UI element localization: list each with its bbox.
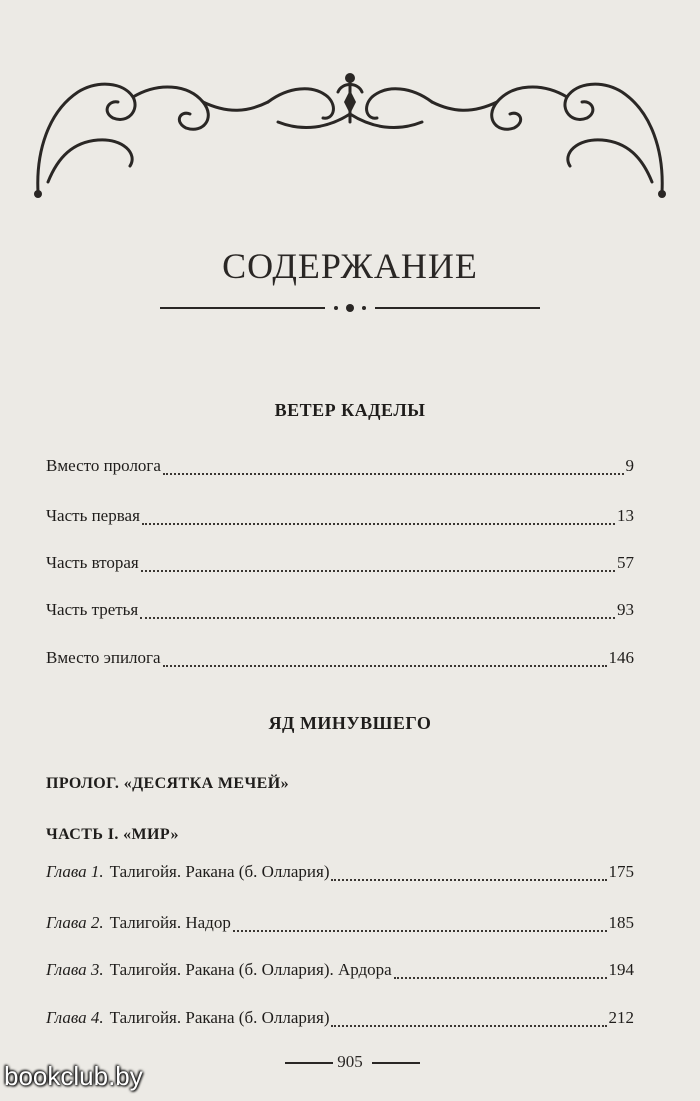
toc-entry-page: 57 [617,553,634,572]
watermark: bookclub.by [4,1061,143,1091]
title-divider [160,300,540,316]
toc-entry-page: 13 [617,506,634,525]
section-title-2: ЯД МИНУВШЕГО [268,713,432,733]
toc-chapter-entry[interactable] [46,960,634,984]
dot-leader [163,472,624,475]
dot-leader [331,1024,606,1027]
dot-leader [331,878,606,881]
chapter-title: Талигойя. Ракана (б. Оллария) [109,1008,330,1027]
dot-leader [141,569,615,572]
toc-chapter-entry[interactable] [46,913,634,937]
page-title: СОДЕРЖАНИЕ [222,246,478,286]
toc-entry[interactable] [46,456,634,480]
toc-entry[interactable] [46,506,634,530]
chapter-number: Глава 1. [46,862,104,881]
toc-entry[interactable] [46,553,634,577]
dot-leader [394,976,607,979]
toc-entry-label: Часть первая [46,506,140,525]
chapter-number: Глава 3. [46,960,104,979]
page-number: 905 [337,1052,363,1071]
toc-entry-label: Вместо эпилога [46,648,161,667]
dot-leader [140,616,615,619]
toc-chapter-entry[interactable] [46,862,634,886]
toc-entry-page: 175 [608,862,634,881]
toc-chapter-entry[interactable] [46,1008,634,1032]
part-heading[interactable]: ЧАСТЬ I. «МИР» [46,826,179,843]
toc-entry-label: Вместо пролога [46,456,161,475]
chapter-number: Глава 2. [46,913,104,932]
chapter-title: Талигойя. Ракана (б. Оллария). Ардора [109,960,392,979]
chapter-title: Талигойя. Надор [109,913,231,932]
toc-entry-page: 194 [608,960,634,979]
toc-entry[interactable] [46,600,634,624]
chapter-title: Талигойя. Ракана (б. Оллария) [109,862,330,881]
toc-entry-page: 212 [608,1008,634,1027]
toc-entry-page: 93 [617,600,634,619]
ornament-header [28,62,672,202]
toc-entry-page: 185 [608,913,634,932]
toc-entry-page: 9 [625,456,634,475]
dot-leader [233,929,607,932]
toc-entry-label: Часть третья [46,600,139,619]
toc-entry-page: 146 [608,648,634,667]
toc-entry-label: Часть вторая [46,553,139,572]
chapter-number: Глава 4. [46,1008,104,1027]
prologue-heading[interactable]: ПРОЛОГ. «ДЕСЯТКА МЕЧЕЙ» [46,775,289,792]
dot-leader [142,522,615,525]
dot-leader [163,664,607,667]
toc-entry[interactable] [46,648,634,672]
section-title-1: ВЕТЕР КАДЕЛЫ [274,400,426,420]
